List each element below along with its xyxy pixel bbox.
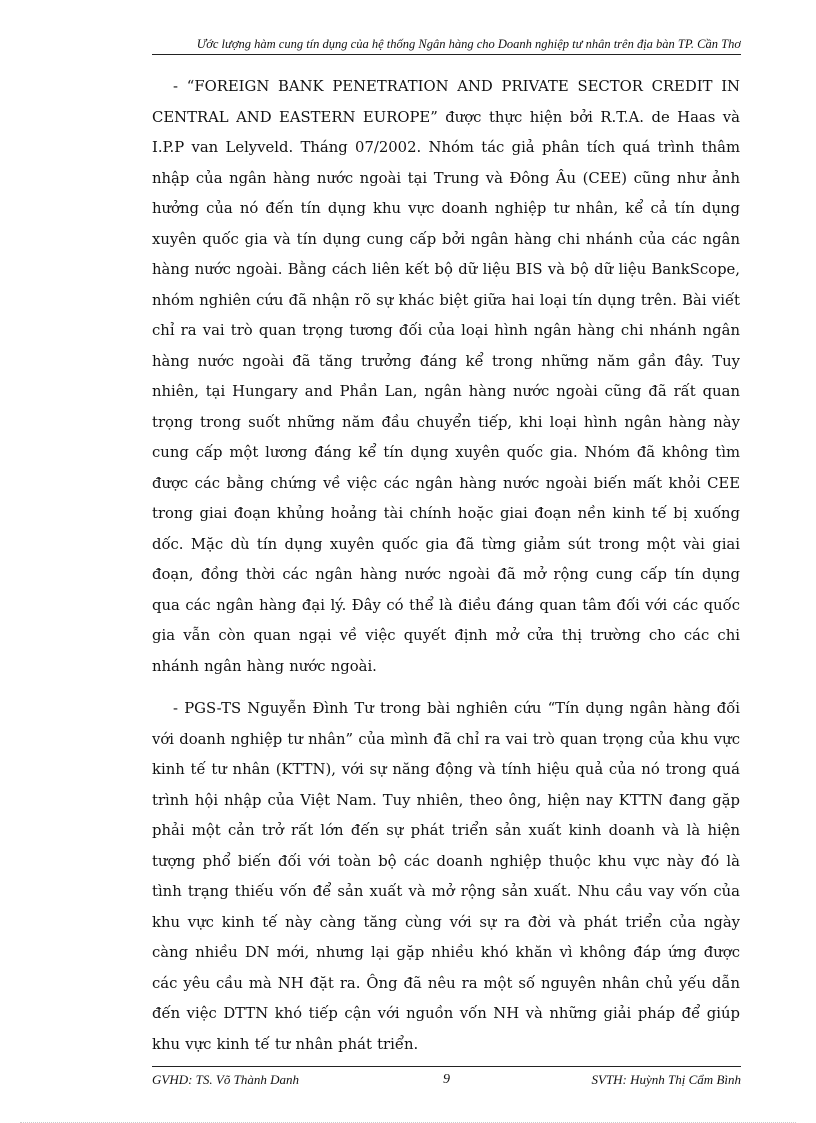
paragraph-foreign-bank-penetration: - “FOREIGN BANK PENETRATION AND PRIVATE SECTOR CREDIT IN CENTRAL AND EASTERN EUROPE” được thực hiện bởi R.T.A. de Haas và I.P.P van Lelyveld. Tháng 07/2002. Nhóm tác giả phân tích quá trình thâm nhập của ngân hàng nước ngoài tại Trung và Đông Âu (CEE) cũng như ảnh hưởng của nó đến tín dụng khu vực doanh nghiệp tư nhân, kể cả tín dụng xuyên quốc gia và tín dụng cung cấp bởi ngân hàng chi nhánh của các ngân hàng nước ngoài. Bằng cách liên kết bộ dữ liệu BIS và bộ dữ liệu BankScope, nhóm nghiên cứu đã nhận rõ sự khác biệt giữa hai loại tín dụng trên. Bài viết chỉ ra vai trò quan trọng tương đối của loại hình ngân hàng chi nhánh ngân hàng nước ngoài đã tăng trưởng đáng kể trong những năm gần đây. Tuy nhiên, tại Hungary and Phần Lan, ngân hàng nước ngoài cũng đã rất quan trọng trong suốt những năm đầu chuyển tiếp, khi loại hình ngân hàng này cung cấp một lương đáng kể tín dụng xuyên quốc gia. Nhóm đã không tìm được các bằng chứng về việc các ngân hàng nước ngoài biến mất khỏi CEE trong giai đoạn khủng hoảng tài chính hoặc giai đoạn nền kinh tế bị xuống dốc. Mặc dù tín dụng xuyên quốc gia đã từng giảm sút trong một vài giai đoạn, đồng thời các ngân hàng nước ngoài đã mở rộng cung cấp tín dụng qua các ngân hàng đại lý. Đây có thể là điều đáng quan tâm đối với các quốc gia vẫn còn quan ngại về việc quyết định mở cửa thị trường cho các chi nhánh ngân hàng nước ngoài. — [152, 78, 740, 675]
page-number: 9 — [443, 1072, 450, 1087]
footer-instructor: GVHD: TS. Võ Thành Danh — [152, 1072, 299, 1087]
document-body — [152, 72, 740, 1054]
footer-divider — [152, 1066, 741, 1067]
paragraph-private-enterprise-credit: - PGS-TS Nguyễn Đình Tư trong bài nghiên cứu “Tín dụng ngân hàng đối với doanh nghiệp tư nhân” của mình đã chỉ ra vai trò quan trọng của khu vực kinh tế tư nhân (KTTN), với sự năng động và tính hiệu quả của nó trong quá trình hội nhập của Việt Nam. Tuy nhiên, theo ông, hiện nay KTTN đang gặp phải một cản trở rất lớn đến sự phát triển sản xuất kinh doanh và là hiện tượng phổ biến đối với toàn bộ các doanh nghiệp thuộc khu vực này đó là tình trạng thiếu vốn để sản xuất và mở rộng sản xuất. Nhu cầu vay vốn của khu vực kinh tế này càng tăng cùng với sự ra đời và phát triển của ngày càng nhiều DN mới, nhưng lại gặp nhiều khó khăn vì không đáp ứng được các yêu cầu mà NH đặt ra. Ông đã nêu ra một số nguyên nhân chủ yếu dẫn đến việc DTTN khó tiếp cận với nguồn vốn NH và những giải pháp để giúp khu vực kinh tế tư nhân phát triển. — [152, 700, 740, 1053]
header-divider — [152, 54, 741, 55]
footer-student: SVTH: Huỳnh Thị Cẩm Bình — [591, 1072, 741, 1087]
page-footer — [152, 1071, 741, 1089]
running-header: Ước lượng hàm cung tín dụng của hệ thống Ngân hàng cho Doanh nghiệp tư nhân trên địa bàn TP. Cần Thơ — [196, 37, 741, 51]
